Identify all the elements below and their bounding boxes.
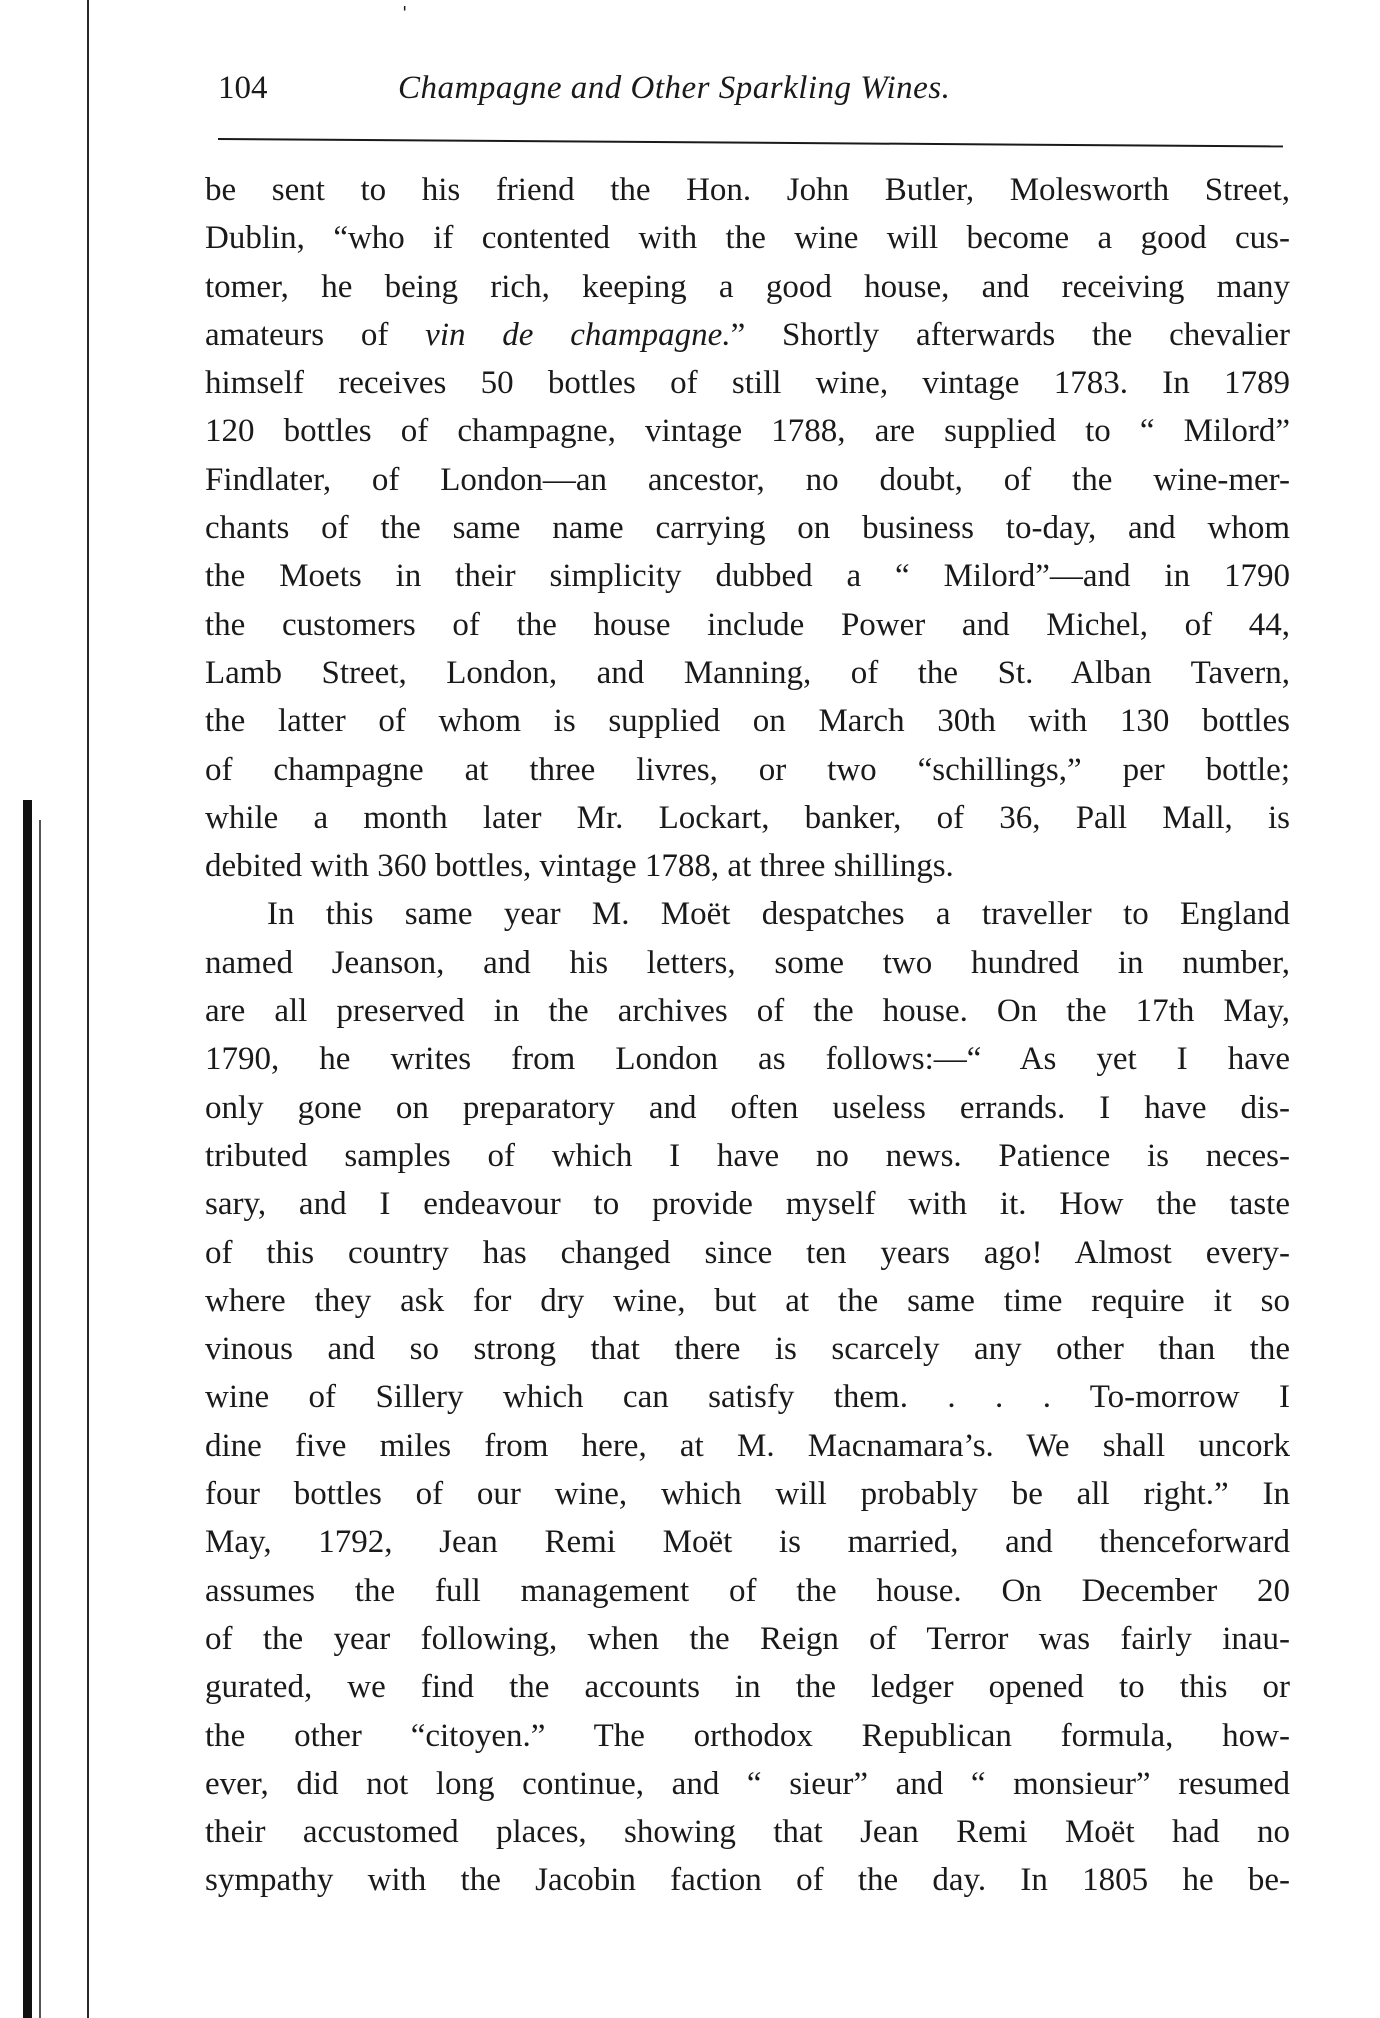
text-line: himself receives 50 bottles of still wine, vintage 1783. In 1789 (205, 365, 1290, 402)
text-line: Findlater, of London—an ancestor, no doubt, of the wine-mer- (205, 461, 1290, 498)
text-line: while a month later Mr. Lockart, banker, of 36, Pall Mall, is (205, 799, 1290, 836)
binding-edge-inner (39, 820, 41, 2018)
text-line: In this same year M. Moët despatches a traveller to England (267, 896, 1290, 933)
text-line: the customers of the house include Power and Michel, of 44, (205, 606, 1290, 643)
text-line: debited with 360 bottles, vintage 1788, at three shillings. (205, 848, 954, 885)
text-line: of this country has changed since ten years ago! Almost every- (205, 1234, 1290, 1271)
binding-shadow (23, 800, 32, 2018)
text-line: Dublin, “who if contented with the wine will become a good cus- (205, 220, 1290, 257)
text-line: dine five miles from here, at M. Macnamara’s. We shall uncork (205, 1427, 1290, 1464)
text-segment: amateurs of (205, 316, 426, 353)
text-line: ever, did not long continue, and “ sieur” and “ monsieur” resumed (205, 1765, 1290, 1802)
page-number: 104 (218, 70, 268, 106)
text-line: wine of Sillery which can satisfy them. . . . To-morrow I (205, 1379, 1290, 1416)
text-line: tomer, he being rich, keeping a good house, and receiving many (205, 268, 1290, 305)
text-line: only gone on preparatory and often useless errands. I have dis- (205, 1089, 1290, 1126)
page-header (200, 60, 1290, 122)
stray-ink-mark: ˈ (400, 2, 410, 33)
text-line: tributed samples of which I have no news. Patience is neces- (205, 1137, 1290, 1174)
body-text (200, 166, 1290, 1905)
text-line: chants of the same name carrying on business to-day, and whom (205, 510, 1290, 547)
text-line: where they ask for dry wine, but at the same time require it so (205, 1282, 1290, 1319)
text-line: four bottles of our wine, which will probably be all right.” In (205, 1476, 1290, 1513)
text-line: the latter of whom is supplied on March 30th with 130 bottles (205, 703, 1290, 740)
text-line: 120 bottles of champagne, vintage 1788, are supplied to “ Milord” (205, 413, 1290, 450)
text-line: sympathy with the Jacobin faction of the day. In 1805 he be- (205, 1862, 1290, 1899)
text-line: the Moets in their simplicity dubbed a “ Milord”—and in 1790 (205, 558, 1290, 595)
text-line: the other “citoyen.” The orthodox Republican formula, how- (205, 1717, 1290, 1754)
text-line: named Jeanson, and his letters, some two hundred in number, (205, 944, 1290, 981)
paragraph-2 (205, 890, 1290, 1904)
book-page (200, 60, 1290, 1905)
text-line: gurated, we find the accounts in the ledger opened to this or (205, 1669, 1290, 1706)
text-line: Lamb Street, London, and Manning, of the St. Alban Tavern, (205, 654, 1290, 691)
text-line: their accustomed places, showing that Jean Remi Moët had no (205, 1814, 1290, 1851)
running-title: Champagne and Other Sparkling Wines. (398, 70, 951, 106)
text-line: 1790, he writes from London as follows:—“ As yet I have (205, 1041, 1290, 1078)
italic-phrase: vin de champagne. (425, 316, 731, 353)
text-line: of the year following, when the Reign of Terror was fairly inau- (205, 1620, 1290, 1657)
paragraph-1 (205, 166, 1290, 890)
text-line: vinous and so strong that there is scarcely any other than the (205, 1331, 1290, 1368)
header-rule (218, 138, 1283, 147)
text-segment: ” Shortly afterwards the chevalier (730, 316, 1291, 353)
text-line: sary, and I endeavour to provide myself with it. How the taste (205, 1186, 1290, 1223)
text-line: assumes the full management of the house. On December 20 (205, 1572, 1290, 1609)
text-line: are all preserved in the archives of the house. On the 17th May, (205, 993, 1290, 1030)
text-line: May, 1792, Jean Remi Moët is married, and thenceforward (205, 1524, 1290, 1561)
text-line-with-italic (205, 311, 1290, 359)
text-line: be sent to his friend the Hon. John Butler, Molesworth Street, (205, 172, 1290, 208)
binding-edge-line (87, 0, 89, 2018)
text-line: of champagne at three livres, or two “schillings,” per bottle; (205, 751, 1290, 788)
